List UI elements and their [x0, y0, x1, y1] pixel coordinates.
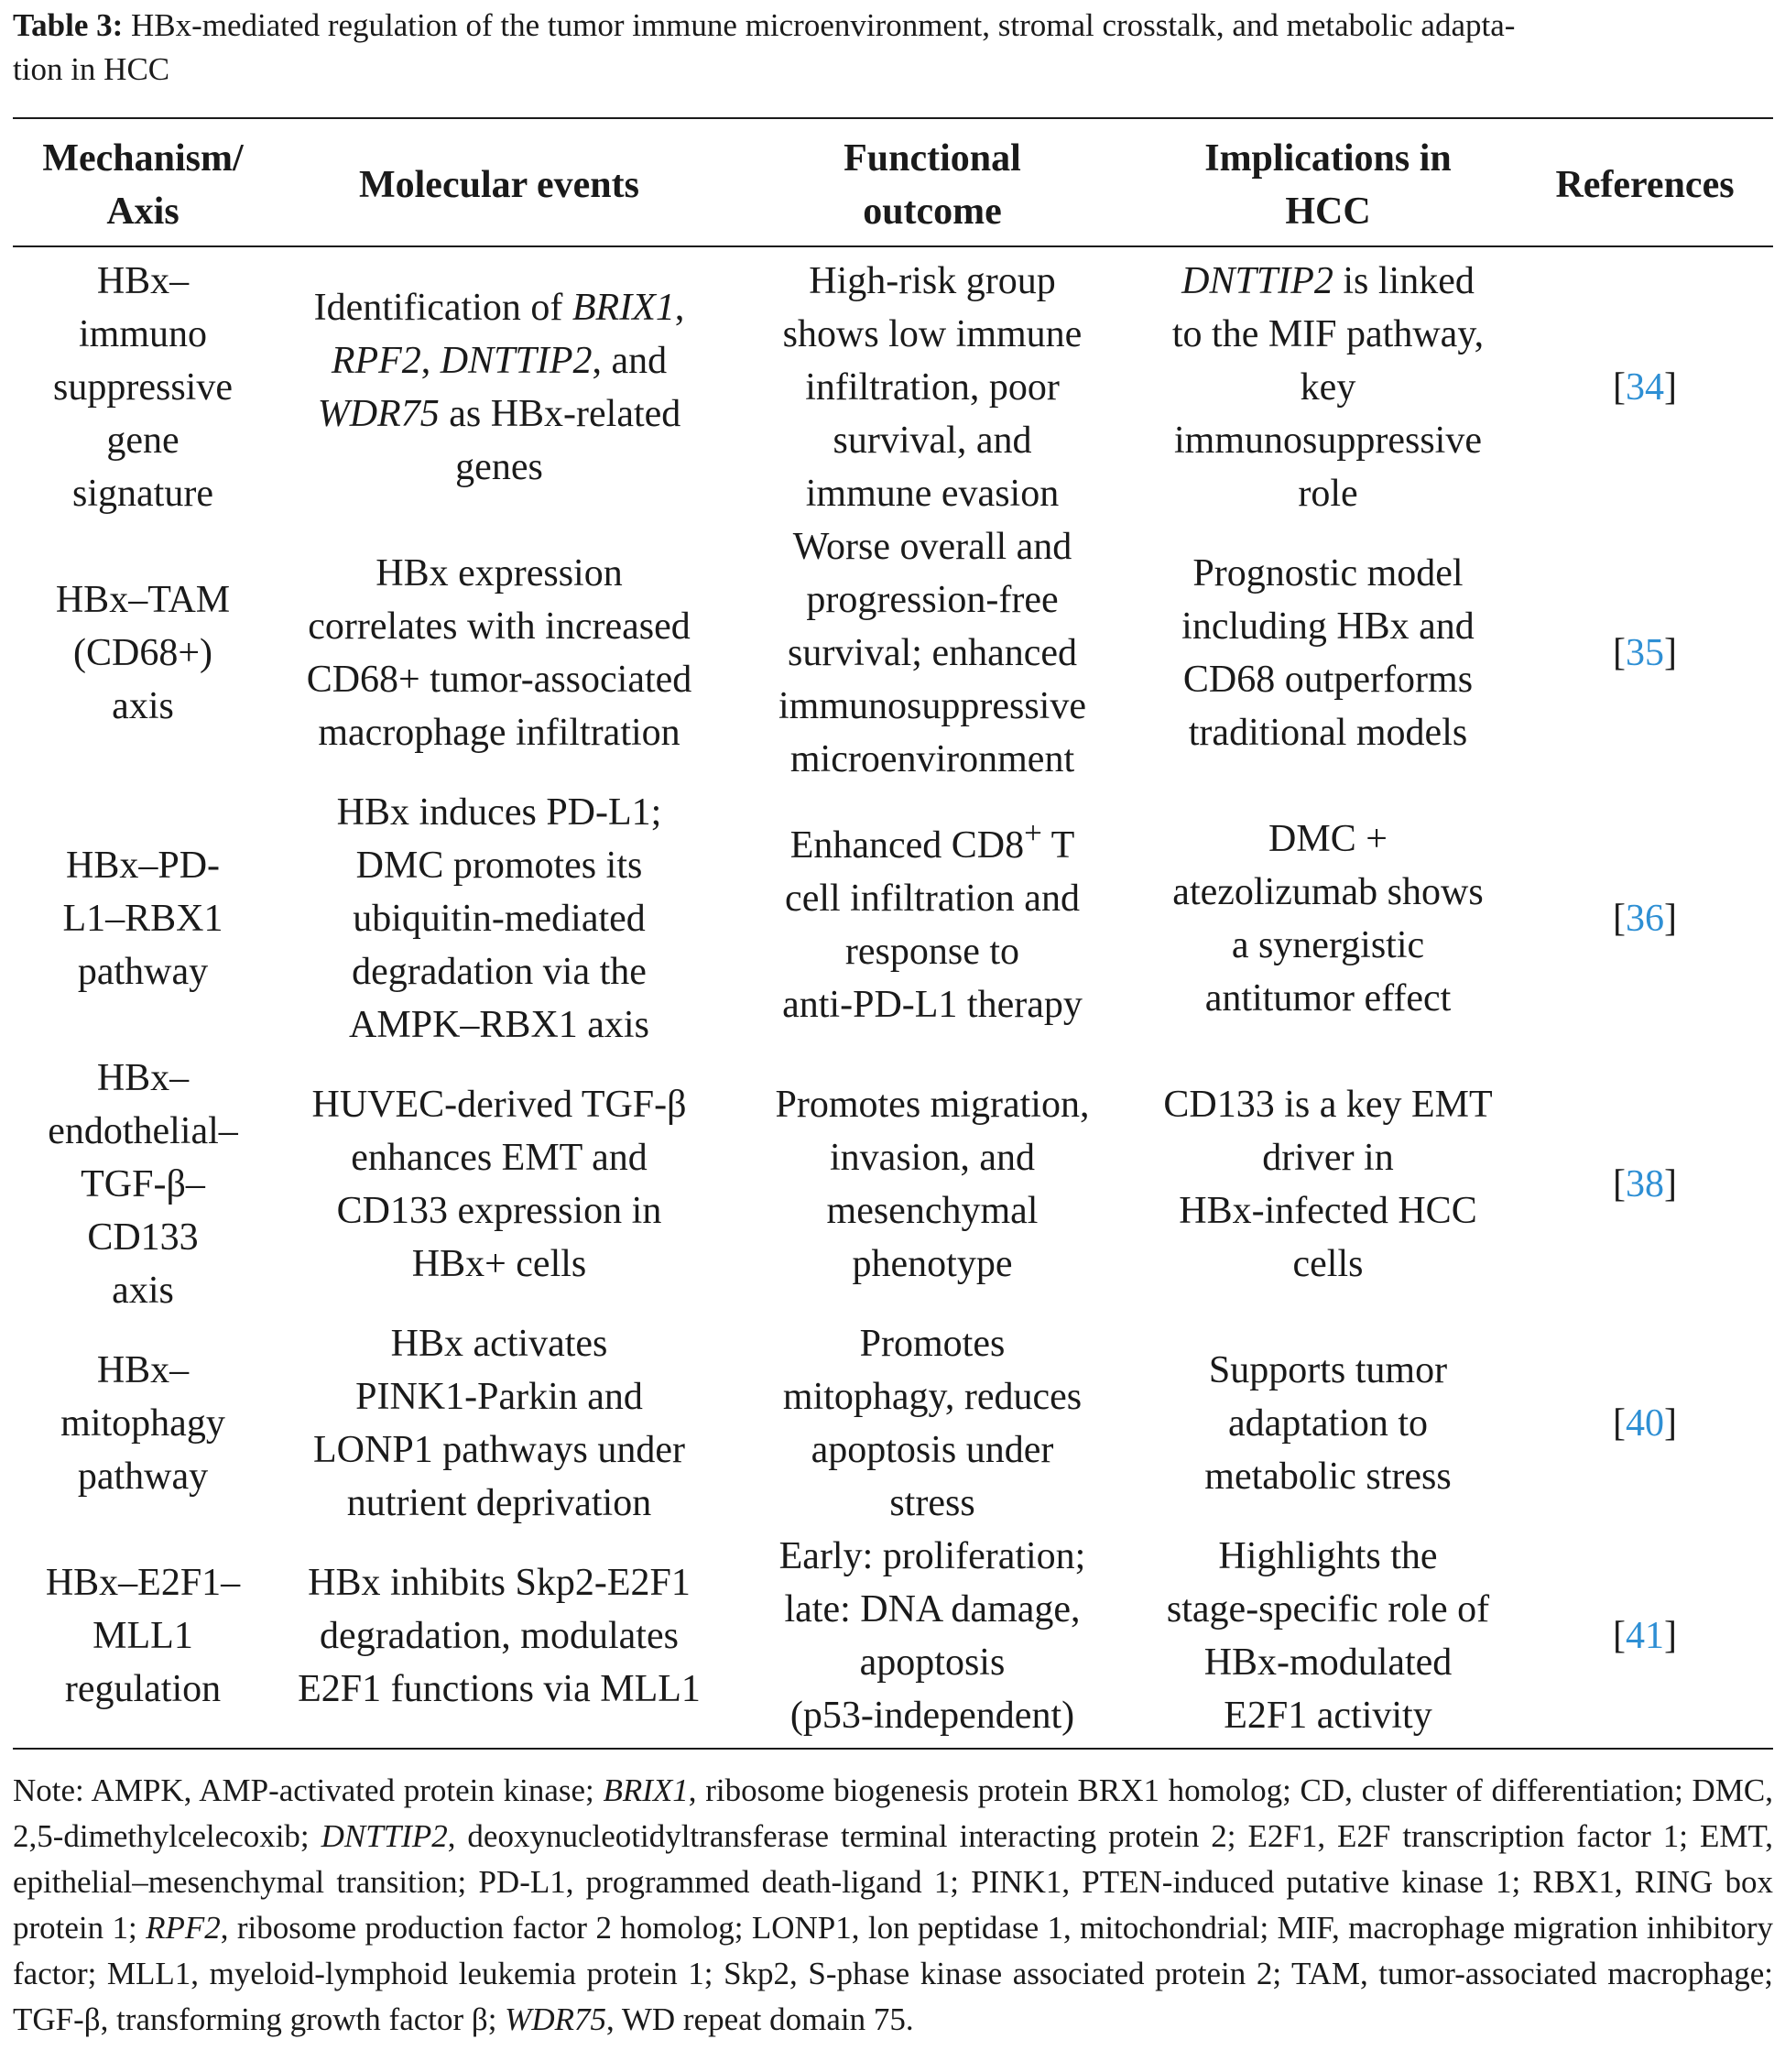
- header-functional-outcome: Functional outcome: [844, 137, 1021, 233]
- table-body: [13, 246, 1773, 1749]
- header-implications: Implications in HCC: [1204, 137, 1452, 233]
- table-row: [13, 246, 1773, 520]
- caption-text-line1: HBx-mediated regulation of the tumor immune microenvironment, stromal crosstalk, and metabolic adapta-: [131, 7, 1516, 43]
- table-row: [13, 1530, 1773, 1749]
- cell-reference: [36]: [1613, 898, 1677, 940]
- cell-mechanism: HBx– mitophagy pathway: [60, 1349, 225, 1498]
- caption-label: Table 3:: [13, 7, 124, 43]
- cell-implications: Highlights the stage-specific role of HBx-modulated E2F1 activity: [1166, 1535, 1490, 1737]
- cell-molecular-events: HBx induces PD-L1; DMC promotes its ubiquitin-mediated degradation via the AMPK–RBX1 axis: [336, 791, 662, 1046]
- cell-reference: [35]: [1613, 632, 1677, 674]
- cell-functional-outcome: Promotes mitophagy, reduces apoptosis under stress: [782, 1323, 1083, 1524]
- cell-reference: [34]: [1613, 366, 1677, 409]
- cell-implications: DMC + atezolizumab shows a synergistic antitumor effect: [1172, 818, 1484, 1020]
- cell-molecular-events: HBx activates PINK1-Parkin and LONP1 pathways under nutrient deprivation: [313, 1323, 685, 1524]
- reference-link[interactable]: 35: [1626, 632, 1664, 674]
- cell-mechanism: HBx–TAM (CD68+) axis: [55, 579, 231, 727]
- cell-molecular-events: HUVEC-derived TGF-β enhances EMT and CD133 expression in HBx+ cells: [311, 1084, 687, 1285]
- table-header: [13, 118, 1773, 246]
- cell-reference: [38]: [1613, 1163, 1677, 1205]
- cell-implications: DNTTIP2 is linked to the MIF pathway, key immunosuppressive role: [1171, 260, 1485, 515]
- header-row: [13, 118, 1773, 246]
- table-row: [13, 786, 1773, 1052]
- cell-mechanism: HBx–PD- L1–RBX1 pathway: [62, 845, 223, 993]
- cell-functional-outcome: Worse overall and progression-free survival; enhanced immunosuppressive microenvironment: [778, 526, 1086, 780]
- header-references: References: [1555, 164, 1735, 206]
- table-note: Note: AMPK, AMP-activated protein kinase; BRIX1, ribosome biogenesis protein BRX1 homolog; CD, cluster of differentiation; DMC, 2,5-dimethylcelecoxib; DNTTIP2, deoxynucleotidyltransferase terminal interacting protein 2; E2F1, E2F transcription factor 1; EMT, epithelial–mesenchymal transition; PD-L1, programmed death-ligand 1; PINK1, PTEN-induced putative kinase 1; RBX1, RING box protein 1; RPF2, ribosome production factor 2 homolog; LONP1, lon peptidase 1, mitochondrial; MIF, macrophage migration inhibitory factor; MLL1, myeloid-lymphoid leukemia protein 1; Skp2, S-phase kinase associated protein 2; TAM, tumor-associated macrophage; TGF-β, transforming growth factor β; WDR75, WD repeat domain 75.: [13, 1772, 1774, 2037]
- reference-link[interactable]: 36: [1626, 898, 1664, 940]
- cell-implications: Prognostic model including HBx and CD68 outperforms traditional models: [1181, 552, 1475, 754]
- reference-link[interactable]: 38: [1626, 1163, 1664, 1205]
- table-row: [13, 520, 1773, 786]
- table-row: [13, 1052, 1773, 1317]
- cell-reference: [40]: [1613, 1402, 1677, 1445]
- cell-molecular-events: HBx inhibits Skp2-E2F1 degradation, modulates E2F1 functions via MLL1: [298, 1562, 701, 1710]
- cell-mechanism: HBx–E2F1– MLL1 regulation: [45, 1562, 241, 1710]
- cell-mechanism: HBx– endothelial– TGF-β– CD133 axis: [48, 1057, 238, 1312]
- cell-molecular-events: Identification of BRIX1, RPF2, DNTTIP2, and WDR75 as HBx-related genes: [313, 287, 685, 488]
- cell-functional-outcome: Promotes migration, invasion, and mesenchymal phenotype: [775, 1084, 1090, 1285]
- header-molecular-events: Molecular events: [359, 164, 639, 206]
- table-row: [13, 1317, 1773, 1530]
- cell-implications: Supports tumor adaptation to metabolic stress: [1204, 1349, 1452, 1498]
- cell-functional-outcome: Early: proliferation; late: DNA damage, apoptosis (p53-independent): [778, 1535, 1086, 1737]
- table-caption: [13, 4, 1773, 92]
- reference-link[interactable]: 41: [1626, 1615, 1664, 1657]
- reference-link[interactable]: 34: [1626, 366, 1664, 409]
- cell-reference: [41]: [1613, 1615, 1677, 1657]
- header-mechanism: Mechanism/ Axis: [42, 137, 244, 233]
- cell-molecular-events: HBx expression correlates with increased CD68+ tumor-associated macrophage infiltration: [306, 552, 692, 754]
- cell-functional-outcome: High-risk group shows low immune infiltration, poor survival, and immune evasion: [782, 260, 1083, 515]
- document-page: [13, 4, 1773, 2043]
- cell-mechanism: HBx– immuno suppressive gene signature: [53, 260, 233, 515]
- cell-functional-outcome: Enhanced CD8+ T cell infiltration and response to anti-PD-L1 therapy: [782, 814, 1083, 1026]
- caption-text-line2: tion in HCC: [13, 51, 170, 87]
- data-table: [13, 117, 1773, 1750]
- reference-link[interactable]: 40: [1626, 1402, 1664, 1445]
- cell-implications: CD133 is a key EMT driver in HBx-infected HCC cells: [1163, 1084, 1493, 1285]
